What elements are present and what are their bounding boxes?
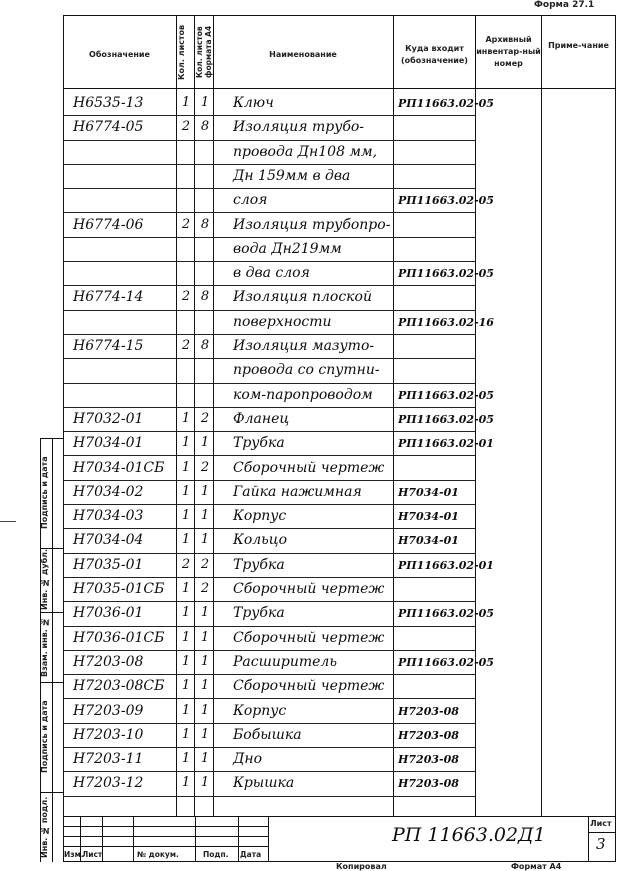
row-sheets: 1	[181, 605, 191, 621]
row-name: Бобышка	[233, 726, 302, 743]
sheet-label: Лист	[590, 819, 612, 828]
row-sheets: 1	[181, 95, 191, 110]
row-code: Н7203-12	[73, 775, 144, 792]
table-row	[63, 505, 616, 529]
row-code: Н6535-13	[73, 95, 144, 111]
row-code: Н7034-02	[73, 483, 144, 500]
row-sheets: 1	[181, 508, 191, 524]
row-code: Н6774-14	[73, 289, 144, 306]
row-name: вода Дн219мм	[233, 240, 342, 257]
title-col-sign: Подп.	[203, 850, 229, 859]
row-ref: РП11663.02-05	[398, 388, 494, 402]
row-ref: РП11663.02-05	[398, 607, 494, 621]
side-label-replace-inv: Взам. инв. №	[40, 617, 49, 677]
row-sheets: 2	[181, 338, 191, 353]
row-a4: 1	[200, 726, 210, 742]
row-a4: 1	[200, 678, 210, 694]
row-sheets: 2	[181, 556, 191, 572]
row-name: Сборочный чертеж	[233, 678, 385, 695]
row-ref: РП11663.02-01	[398, 558, 494, 572]
table-row	[63, 141, 616, 165]
table-row	[63, 165, 616, 189]
table-row	[63, 116, 616, 140]
row-a4: 1	[200, 95, 210, 110]
row-ref: РП11663.02-05	[398, 267, 494, 281]
row-code: Н7203-09	[73, 702, 144, 719]
margin-sep-3	[40, 682, 63, 683]
row-a4: 8	[200, 289, 210, 305]
row-a4: 2	[200, 410, 210, 426]
title-col-date: Дата	[240, 850, 262, 859]
table-row	[63, 578, 616, 602]
sheet-number: 3	[596, 835, 606, 853]
row-sheets: 1	[181, 702, 191, 718]
row-sheets: 2	[181, 289, 191, 305]
row-name: Крышка	[233, 775, 295, 792]
table-row	[63, 651, 616, 675]
row-name: Гайка нажимная	[233, 483, 362, 500]
row-a4: 2	[200, 556, 210, 572]
header-name: Наименование	[269, 50, 337, 59]
row-name: Ключ	[233, 95, 274, 111]
table-row	[63, 432, 616, 456]
row-name: Изоляция трубо-	[233, 119, 365, 136]
table-row	[63, 602, 616, 626]
row-name: ком-паропроводом	[233, 386, 373, 403]
row-ref: Н7034-01	[398, 510, 459, 524]
row-code: Н7034-04	[73, 532, 144, 549]
row-sheets: 1	[181, 653, 191, 669]
row-code: Н6774-06	[73, 216, 144, 233]
header-sheets: Кол. листов	[177, 24, 186, 80]
row-code: Н7035-01СБ	[73, 581, 165, 597]
table-row	[63, 311, 616, 335]
row-ref: Н7203-08	[398, 753, 459, 767]
table-row	[63, 189, 616, 213]
row-code: Н6774-05	[73, 119, 144, 136]
side-label-sign-date-2: Подпись и дата	[40, 700, 49, 774]
row-ref: РП11663.02-05	[398, 194, 494, 208]
header-divider	[63, 88, 616, 89]
row-sheets: 1	[181, 775, 191, 791]
row-code: Н7034-01СБ	[73, 459, 165, 476]
row-sheets: 1	[181, 629, 191, 645]
row-sheets: 2	[181, 216, 191, 232]
header-used-in: Куда входит (обозначение)	[401, 44, 468, 65]
title-col-4	[195, 816, 196, 862]
row-code: Н6774-15	[73, 338, 144, 354]
row-ref: РП11663.02-05	[398, 655, 494, 669]
row-code: Н7035-01	[73, 556, 144, 573]
table-row	[63, 335, 616, 359]
row-sheets: 1	[181, 581, 191, 596]
title-col-3	[133, 816, 134, 862]
row-code: Н7034-03	[73, 508, 144, 525]
margin-sep-2	[40, 612, 63, 613]
row-name: Корпус	[233, 508, 287, 525]
row-sheets: 1	[181, 726, 191, 742]
row-name: Трубка	[233, 435, 285, 452]
row-name: Дн 159мм в два	[233, 167, 351, 184]
row-name: Расширитель	[233, 653, 337, 670]
row-a4: 2	[200, 581, 210, 596]
table-row	[63, 554, 616, 578]
table-row	[63, 772, 616, 796]
row-name: провода Дн108 мм,	[233, 143, 378, 160]
table-row	[63, 286, 616, 310]
document-code: РП 11663.02Д1	[392, 824, 546, 846]
header-a4-format: Кол. листов формата А4	[195, 25, 213, 79]
row-a4: 1	[200, 435, 210, 451]
row-ref: РП11663.02-05	[398, 97, 494, 110]
row-name: Изоляция плоской	[233, 289, 372, 306]
row-code: Н7203-10	[73, 726, 144, 743]
row-code: Н7034-01	[73, 435, 144, 452]
footer-format: Формат А4	[511, 862, 562, 871]
table-row	[63, 748, 616, 772]
row-sheets: 2	[181, 119, 191, 135]
row-ref: Н7034-01	[398, 485, 459, 499]
row-code: Н7032-01	[73, 410, 144, 427]
row-name: Сборочный чертеж	[233, 459, 385, 476]
table-row	[63, 238, 616, 262]
header-note: Приме-чание	[548, 41, 609, 50]
row-name: провода со спутни-	[233, 362, 380, 379]
row-name: Кольцо	[233, 532, 287, 549]
title-col-6	[268, 816, 269, 862]
margin-top	[40, 438, 63, 439]
title-sheet-divider	[588, 832, 616, 833]
table-row	[63, 675, 616, 699]
row-sheets: 1	[181, 483, 191, 499]
row-a4: 8	[200, 216, 210, 232]
title-block-top	[63, 816, 616, 817]
row-sheets: 1	[181, 751, 191, 767]
row-name: поверхности	[233, 313, 332, 330]
row-a4: 1	[200, 508, 210, 524]
table-row	[63, 262, 616, 286]
row-code: Н7203-08СБ	[73, 678, 165, 695]
row-sheets: 1	[181, 410, 191, 426]
table-row	[63, 359, 616, 383]
row-a4: 1	[200, 532, 210, 548]
form-label: Форма 27.1	[534, 0, 595, 10]
row-a4: 1	[200, 653, 210, 669]
row-a4: 1	[200, 702, 210, 718]
table-row	[63, 700, 616, 724]
row-name: Изоляция мазуто-	[233, 338, 375, 354]
row-sheets: 1	[181, 678, 191, 694]
side-label-sign-date-1: Подпись и дата	[40, 456, 49, 530]
title-col-doc: № докум.	[137, 850, 179, 859]
header-designation: Обозначение	[89, 50, 150, 59]
row-code: Н7203-08	[73, 653, 144, 670]
table-row	[63, 384, 616, 408]
row-a4: 1	[200, 751, 210, 767]
row-name: Трубка	[233, 556, 285, 573]
row-sheets: 1	[181, 435, 191, 451]
table-row	[63, 408, 616, 432]
row-name: Сборочный чертеж	[233, 581, 385, 597]
header-archive: Архивный инвентар-ный номер	[476, 35, 541, 68]
title-col-izm: Изм.	[64, 850, 84, 859]
row-code: Н7203-11	[73, 751, 144, 768]
row-sheets: 1	[181, 532, 191, 548]
side-label-orig-inv: Инв. № подл.	[40, 796, 49, 858]
row-name: Изоляция трубопро-	[233, 216, 391, 233]
table-row	[63, 724, 616, 748]
row-code: Н7036-01	[73, 605, 144, 622]
table-row	[63, 92, 616, 116]
row-ref: Н7034-01	[398, 534, 459, 548]
row-ref: РП11663.02-01	[398, 437, 494, 451]
title-col-list: Лист	[82, 850, 103, 859]
title-col-sheet	[588, 816, 589, 862]
table-row	[63, 481, 616, 505]
row-name: Сборочный чертеж	[233, 629, 385, 646]
table-row	[63, 627, 616, 651]
row-name: Корпус	[233, 702, 287, 719]
table-row	[63, 214, 616, 238]
table-row	[63, 457, 616, 481]
row-a4: 2	[200, 459, 210, 475]
row-a4: 8	[200, 338, 210, 353]
row-name: слоя	[233, 192, 268, 209]
row-name: Фланец	[233, 410, 290, 427]
row-a4: 1	[200, 483, 210, 499]
row-name: в два слоя	[233, 265, 310, 282]
row-ref: Н7203-08	[398, 777, 459, 791]
row-a4: 1	[200, 629, 210, 645]
row-ref: РП11663.02-16	[398, 315, 494, 329]
row-ref: Н7203-08	[398, 704, 459, 718]
row-a4: 1	[200, 605, 210, 621]
title-col-5	[238, 816, 239, 862]
row-a4: 8	[200, 119, 210, 135]
row-code: Н7036-01СБ	[73, 629, 165, 646]
frame-top	[63, 15, 616, 16]
row-a4: 1	[200, 775, 210, 791]
row-line	[63, 796, 475, 797]
table-row	[63, 529, 616, 553]
row-ref: Н7203-08	[398, 728, 459, 742]
binding-mark	[0, 521, 16, 522]
row-ref: РП11663.02-05	[398, 412, 494, 426]
row-name: Трубка	[233, 605, 285, 622]
margin-sep-4	[40, 792, 63, 793]
row-name: Дно	[233, 751, 263, 768]
side-label-dup-inv: Инв. № дубл.	[40, 548, 49, 610]
row-sheets: 1	[181, 459, 191, 475]
footer-copied: Копировал	[336, 862, 387, 871]
margin-line-mid	[52, 438, 53, 862]
